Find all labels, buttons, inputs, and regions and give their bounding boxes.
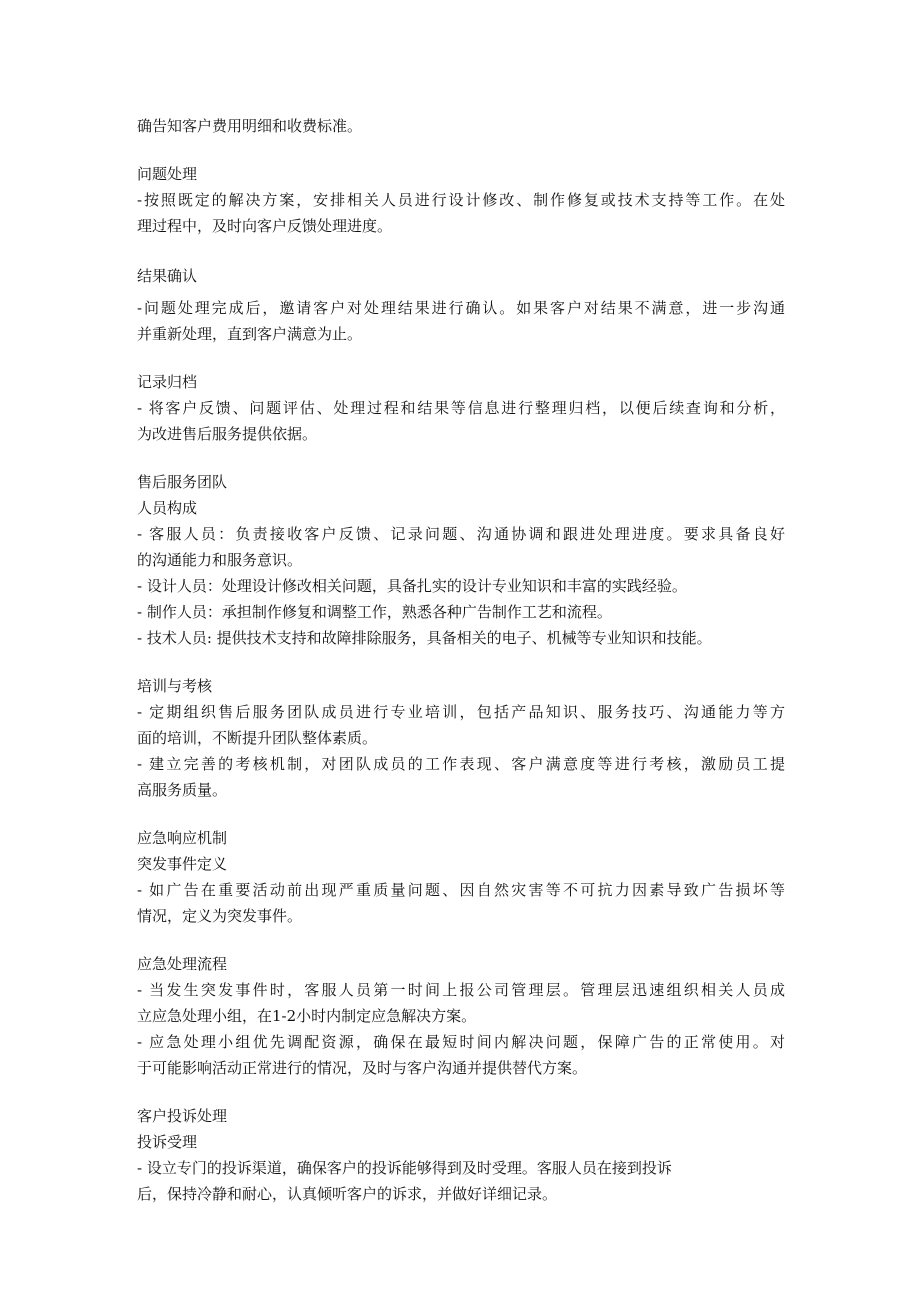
- text-line: -按照既定的解决方案，安排相关人员进行设计修改、制作修复或技术支持等工作。在处: [137, 191, 785, 209]
- subsection-heading: 应急处理流程: [137, 955, 228, 973]
- text-line: - 制作人员：承担制作修复和调整工作，熟悉各种广告制作工艺和流程。: [137, 603, 612, 621]
- text-line: - 定期组织售后服务团队成员进行专业培训，包括产品知识、服务技巧、沟通能力等方: [137, 703, 785, 721]
- text-line: 于可能影响活动正常进行的情况，及时与客户沟通并提供替代方案。: [137, 1059, 588, 1077]
- subsection-heading: 培训与考核: [137, 677, 213, 695]
- text-line: - 将客户反馈、问题评估、处理过程和结果等信息进行整理归档，以便后续查询和分析，: [137, 399, 785, 417]
- text-line: - 技术人员: 提供技术支持和故障排除服务，具备相关的电子、机械等专业知识和技能。: [137, 629, 712, 647]
- text-line: - 应急处理小组优先调配资源，确保在最短时间内解决问题，保障广告的正常使用。对: [137, 1033, 785, 1051]
- subsection-heading: 人员构成: [137, 499, 198, 517]
- text-line: - 如广告在重要活动前出现严重质量问题、因自然灾害等不可抗力因素导致广告损坏等: [137, 881, 785, 899]
- subsection-heading: 投诉受理: [137, 1133, 198, 1151]
- document-page: [137, 113, 785, 1207]
- section-heading: 客户投诉处理: [137, 1107, 228, 1125]
- text-line: 面的培训，不断提升团队整体素质。: [137, 729, 378, 747]
- text-line: - 当发生突发事件时，客服人员第一时间上报公司管理层。管理层迅速组织相关人员成: [137, 981, 785, 999]
- text-line: 情况，定义为突发事件。: [137, 907, 303, 925]
- text-line: 的沟通能力和服务意识。: [137, 551, 303, 569]
- text-line: - 建立完善的考核机制，对团队成员的工作表现、客户满意度等进行考核，激励员工提: [137, 755, 785, 773]
- section-heading: 问题处理: [137, 165, 198, 183]
- text-line: - 设计人员：处理设计修改相关问题，具备扎实的设计专业知识和丰富的实践经验。: [137, 577, 687, 595]
- section-heading: 结果确认: [137, 267, 198, 285]
- text-line: - 设立专门的投诉渠道，确保客户的投诉能够得到及时受理。客服人员在接到投诉: [137, 1159, 672, 1177]
- text-line: 确告知客户费用明细和收费标准。: [137, 117, 363, 135]
- text-line: 高服务质量。: [137, 781, 228, 799]
- section-heading: 应急响应机制: [137, 829, 228, 847]
- text-line: - 客服人员：负责接收客户反馈、记录问题、沟通协调和跟进处理进度。要求具备良好: [137, 525, 785, 543]
- text-line: 理过程中，及时向客户反馈处理进度。: [137, 217, 393, 235]
- section-heading: 售后服务团队: [137, 473, 228, 491]
- text-line: 并重新处理，直到客户满意为止。: [137, 325, 363, 343]
- text-line: 后，保持冷静和耐心，认真倾听客户的诉求，并做好详细记录。: [137, 1185, 558, 1203]
- text-line: 立应急处理小组，在1-2小时内制定应急解决方案。: [137, 1007, 477, 1025]
- subsection-heading: 突发事件定义: [137, 855, 228, 873]
- section-heading: 记录归档: [137, 373, 198, 391]
- text-line: 为改进售后服务提供依据。: [137, 425, 318, 443]
- text-line: -问题处理完成后，邀请客户对处理结果进行确认。如果客户对结果不满意，进一步沟通: [137, 299, 785, 317]
